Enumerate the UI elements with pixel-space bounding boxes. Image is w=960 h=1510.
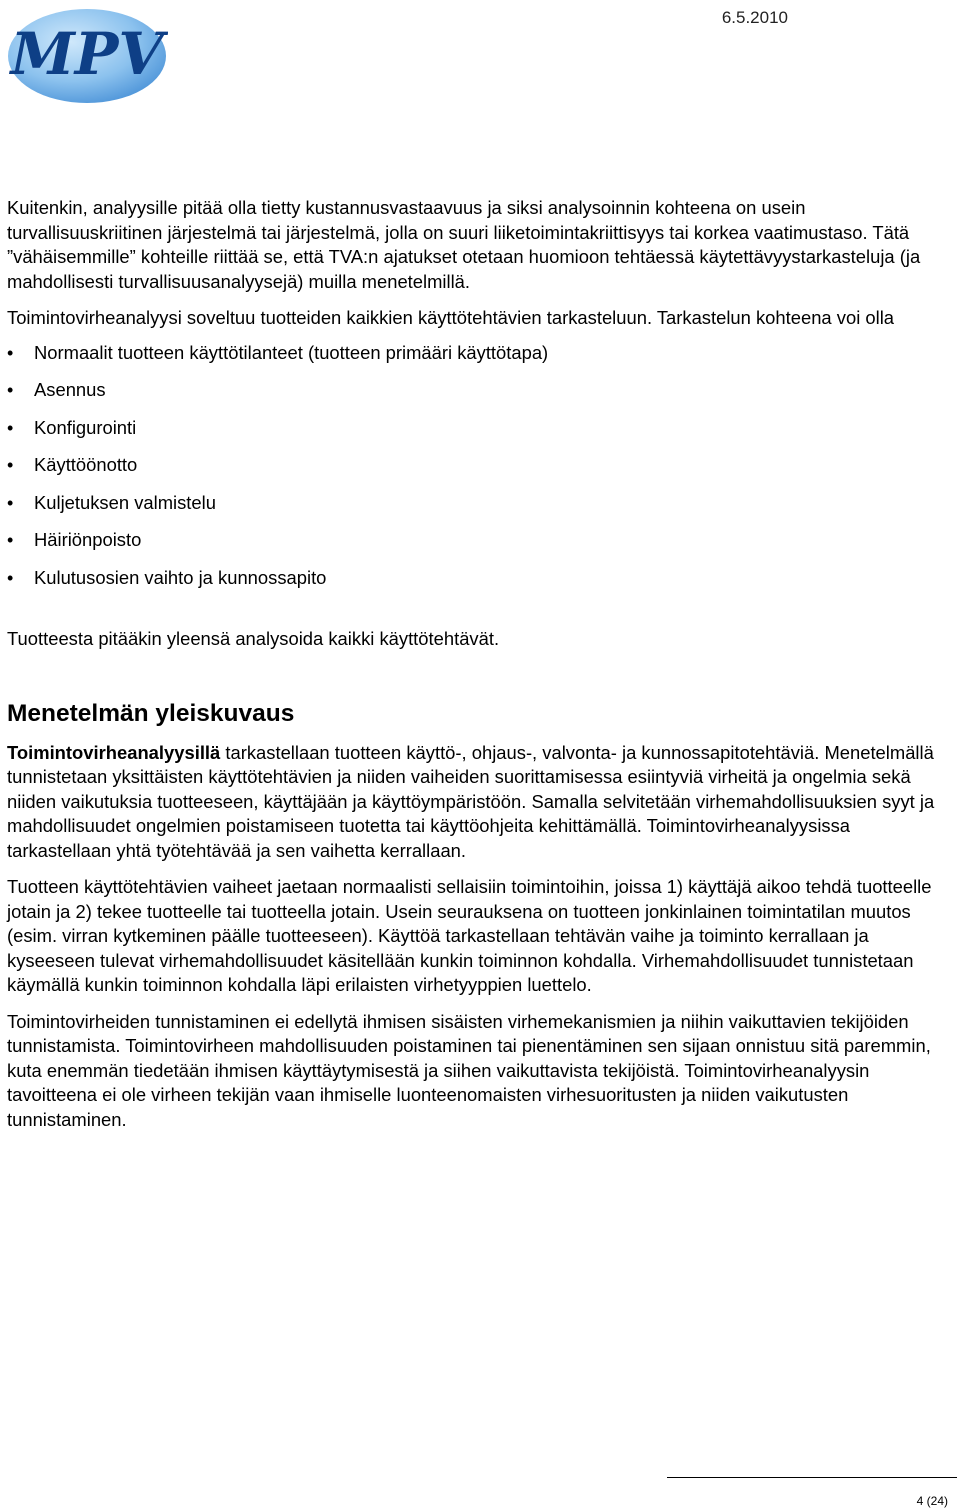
list-item: • Konfigurointi: [7, 416, 957, 440]
list-item: • Käyttöönotto: [7, 453, 957, 477]
svg-text:MPV: MPV: [10, 20, 164, 88]
page-number: 4 (24): [916, 1494, 948, 1508]
mpv-logo: [6, 6, 168, 106]
paragraph-scope: Toimintovirheanalyysi soveltuu tuotteiden kaikkien käyttötehtävien tarkasteluun. Tarkastelun kohteena voi olla: [7, 307, 895, 328]
list-item: • Asennus: [7, 378, 957, 402]
list-item: • Häiriönpoisto: [7, 528, 957, 552]
paragraph-task-phases: Tuotteen käyttötehtävien vaiheet jaetaan normaalisti sellaisiin toimintoihin, joissa 1) käyttäjä aikoo tehdä tuotteelle jotain ja 2) tekee tuotteelle tai tuotteella jotain. Usein seurauksena on tuotteen jonkinlainen toimintatilan muutos (esim. virran kytkeminen päälle tuotteeseen). Käyttöä tarkastellaan tehtävän vaihe ja toiminto kerrallaan ja kyseeseen tulevat virhemahdollisuudet käsitellään kunkin toiminnon kohdalla. Virhemahdollisuudet tunnistetaan käymällä kunkin toiminnon kohdalla läpi erilaisten virhetyyppien luettelo.: [7, 876, 932, 996]
task-list: [7, 341, 957, 591]
paragraph-method-description: [7, 741, 957, 864]
list-item: • Kulutusosien vaihto ja kunnossapito: [7, 566, 957, 590]
paragraph-error-identification: Toimintovirheiden tunnistaminen ei edellytä ihmisen sisäisten virhemekanismien ja niihin vaikuttavien tekijöiden tunnistamista. Toimintovirheen mahdollisuuden poistaminen tai pienentäminen sen sijaan onnistuu sitä paremmin, kuta enemmän tiedetään ihmisen käyttäytymisestä ja siihen vaikuttavista tekijöistä. Toimintovirheanalyysin tavoitteena ei ole virheen tekijän vaan ihmiselle luonteenomaisten virhesuoritusten ja niiden vaikutusten tunnistaminen.: [7, 1010, 931, 1130]
document-body: [7, 196, 957, 1132]
document-date: 6.5.2010: [721, 8, 788, 27]
list-item: • Normaalit tuotteen käyttötilanteet (tuotteen primääri käyttötapa): [7, 341, 957, 365]
bold-term: Toimintovirheanalyysillä: [7, 741, 221, 763]
section-heading: Menetelmän yleiskuvaus: [7, 699, 295, 727]
footer-divider: [667, 1477, 957, 1478]
paragraph-intro: Kuitenkin, analyysille pitää olla tietty kustannusvastaavuus ja siksi analysoinnin kohteena on usein turvallisuuskriitinen järjestelmä tai järjestelmä, jolla on suuri liiketoimintakriittisyys tai korkea vaatimustaso. Tätä ”vähäisemmille” kohteille riittää se, että TVA:n ajatukset otetaan huomioon tehtäessä käytettävyystarkasteluja (ja mahdollisesti turvallisuusanalyysejä) muilla menetelmillä.: [7, 197, 921, 292]
paragraph-text: tarkastellaan tuotteen käyttö-, ohjaus-, valvonta- ja kunnossapitotehtäviä. Menetelmällä tunnistetaan yksittäisten käyttötehtävien ja niiden vaiheiden suorittamisessa esiintyviä virheitä ja ongelmia sekä niiden vaikutuksia tuotteeseen, käyttäjään ja käyttöympäristöön. Samalla selvitetään virhemahdollisuuksien syyt ja mahdollisuudet ongelmien poistamiseen tuotetta tai käyttöohjeita kehittämällä. Toimintovirheanalyysissa tarkastellaan yhtä työtehtävää ja sen vaihetta kerrallaan.: [7, 741, 935, 861]
paragraph-summary: Tuotteesta pitääkin yleensä analysoida kaikki käyttötehtävät.: [7, 628, 500, 650]
list-item: • Kuljetuksen valmistelu: [7, 491, 957, 515]
